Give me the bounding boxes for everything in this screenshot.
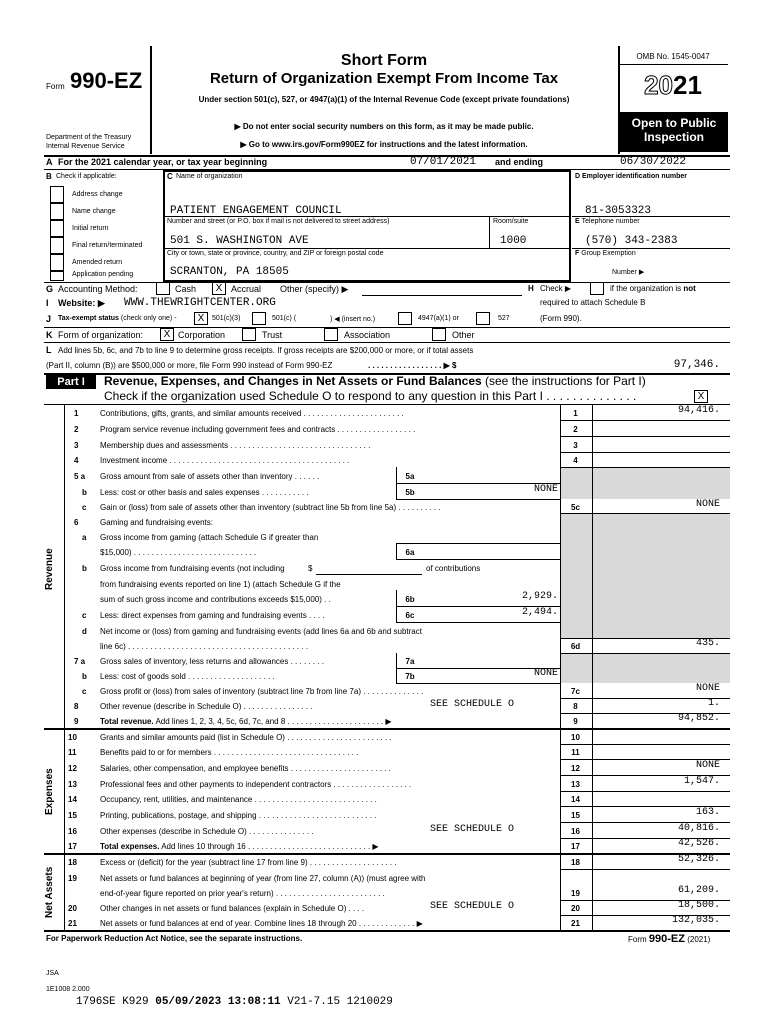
line-5b-box: 5b	[405, 488, 415, 497]
final-return-label: Final return/terminated	[72, 242, 143, 249]
line-11-box: 11	[571, 748, 580, 757]
insert-no-label: ) ◀ (insert no.)	[330, 316, 376, 323]
address-change-checkbox[interactable]	[50, 186, 64, 203]
line-6d-box: 6d	[570, 642, 581, 651]
form-number: 990-EZ	[70, 68, 143, 93]
line-8-num: 8	[74, 702, 79, 711]
line-8-box: 8	[573, 702, 578, 711]
line-13-text: Professional fees and other payments to independent contractors . . . . . . . . . . . . . . . . . .	[100, 780, 412, 789]
line-6b-text2: from fundraising events reported on line 1) (attach Schedule G if the	[100, 580, 341, 589]
accrual-label: Accrual	[231, 284, 262, 294]
line-16-schedule: SEE SCHEDULE O	[430, 824, 515, 835]
section-c-label: C	[167, 172, 173, 181]
section-l-dots: . . . . . . . . . . . . . . . . . ▶ $	[368, 361, 457, 370]
line-7a-box: 7a	[405, 657, 415, 666]
line-16-text: Other expenses (describe in Schedule O) . . . . . . . . . . . . . . .	[100, 827, 314, 836]
line-6a-text1: Gross income from gaming (attach Schedule G if greater than	[100, 533, 319, 542]
line-13-box: 13	[571, 780, 580, 789]
501c-other-checkbox[interactable]	[252, 312, 266, 325]
application-pending-label: Application pending	[72, 271, 134, 278]
corporation-checkbox[interactable]: X	[160, 328, 174, 341]
line-19-box: 19	[571, 889, 580, 898]
website-value[interactable]: WWW.THEWRIGHTCENTER.ORG	[124, 297, 276, 309]
line-6b-dollar: $	[308, 564, 313, 573]
application-pending-checkbox[interactable]	[50, 271, 64, 281]
line-11-num: 11	[68, 748, 77, 757]
line-7b-num: b	[82, 672, 87, 681]
line-20-text: Other changes in net assets or fund balances (explain in Schedule O) . . . .	[100, 904, 365, 913]
line-2-text: Program service revenue including government fees and contracts . . . . . . . . . . . . . . . . . .	[100, 425, 416, 434]
line-5b-amount[interactable]: NONE	[533, 484, 558, 495]
line-12-num: 12	[68, 764, 77, 773]
section-g-label: G	[46, 284, 54, 294]
line-3-num: 3	[74, 441, 79, 450]
line-18-num: 18	[68, 858, 77, 867]
open-public-line1: Open to Public	[631, 116, 717, 130]
501c3-label: 501(c)(3)	[212, 315, 241, 322]
association-checkbox[interactable]	[324, 328, 338, 341]
line-7b-amount[interactable]: NONE	[533, 668, 558, 679]
accrual-checkbox[interactable]: X	[212, 282, 226, 295]
line-4-box: 4	[573, 456, 578, 465]
city-value[interactable]: SCRANTON, PA 18505	[170, 266, 289, 278]
name-change-label: Name change	[72, 208, 116, 215]
instruction-ssn: ▶ Do not enter social security numbers on this form, as it may be made public.	[234, 122, 534, 131]
ein-value[interactable]: 81-3053323	[585, 205, 652, 217]
line-1-num: 1	[74, 409, 79, 418]
line-10-box: 10	[571, 733, 580, 742]
section-k-label: K	[46, 330, 53, 340]
title-short-form: Short Form	[340, 52, 428, 69]
cash-checkbox[interactable]	[156, 282, 170, 295]
association-label: Association	[344, 330, 391, 340]
year-bold: 21	[673, 70, 702, 100]
line-17-box: 17	[571, 842, 580, 851]
schedule-b-checkbox[interactable]	[590, 282, 604, 295]
open-public-line2: Inspection	[643, 130, 704, 144]
501c-other-label: 501(c) (	[272, 315, 297, 322]
line-9-text: Total revenue. Add lines 1, 2, 3, 4, 5c, 6d, 7c, and 8 . . . . . . . . . . . . . . . . . . . . . . ▶	[100, 717, 392, 726]
line-16-box: 16	[571, 827, 580, 836]
527-label: 527	[498, 315, 510, 322]
amended-return-checkbox[interactable]	[50, 254, 64, 271]
section-j-label: J	[46, 314, 52, 324]
line-6d-amount[interactable]: 435.	[695, 638, 720, 649]
street-value[interactable]: 501 S. WASHINGTON AVE	[170, 235, 309, 247]
line-21-text: Net assets or fund balances at end of year. Combine lines 18 through 20 . . . . . . . . . . . . . ▶	[100, 919, 423, 928]
line-7c-box: 7c	[571, 687, 580, 696]
jsa-label: JSA	[46, 970, 59, 977]
line-19-text1: Net assets or fund balances at beginning of year (from line 27, column (A)) (must agree with	[100, 874, 426, 883]
form-label: Form	[46, 82, 65, 91]
corporation-label: Corporation	[178, 330, 226, 340]
line-19-amount[interactable]: 61,209.	[677, 885, 720, 896]
line-16-num: 16	[68, 827, 77, 836]
check-if-applicable: Check if applicable:	[56, 173, 117, 180]
section-l-line2: (Part II, column (B)) are $500,000 or more, file Form 990 instead of Form 990-EZ	[46, 361, 333, 370]
line-5c-amount[interactable]: NONE	[695, 499, 720, 510]
section-h-text4: (Form 990).	[540, 314, 582, 323]
trust-label: Trust	[262, 330, 283, 340]
section-a-text: For the 2021 calendar year, or tax year beginning	[58, 157, 268, 167]
line-7c-num: c	[82, 687, 87, 696]
line-10-num: 10	[68, 733, 77, 742]
trust-checkbox[interactable]	[242, 328, 256, 341]
section-l-line1: Add lines 5b, 6c, and 7b to line 9 to determine gross receipts. If gross receipts are $200,000 or more, or if total assets	[58, 346, 474, 355]
tax-year-end[interactable]: 06/30/2022	[620, 156, 687, 168]
line-8-amount[interactable]: 1.	[707, 698, 720, 709]
line-14-box: 14	[571, 795, 580, 804]
jsa-code: 1E1008 2.000	[46, 986, 90, 993]
4947-label: 4947(a)(1) or	[418, 315, 459, 322]
dept-line1: Department of the Treasury	[46, 134, 132, 141]
line-6c-text: Less: direct expenses from gaming and fundraising events . . . .	[100, 611, 325, 620]
line-7c-text: Gross profit or (loss) from sales of inventory (subtract line 7b from line 7a) . . . . . . . . . . . . . .	[100, 687, 424, 696]
org-name-value[interactable]: PATIENT ENGAGEMENT COUNCIL	[170, 205, 342, 217]
line-18-text: Excess or (deficit) for the year (subtract line 17 from line 9) . . . . . . . . . . . . . . . . . . . .	[100, 858, 397, 867]
line-6d-text2: line 6c) . . . . . . . . . . . . . . . . . . . . . . . . . . . . . . . . . . . . . . . . .	[100, 642, 309, 651]
line-6d-text1: Net income or (loss) from gaming and fundraising events (add lines 6a and 6b and subtract	[100, 627, 422, 636]
line-8-schedule: SEE SCHEDULE O	[430, 699, 515, 710]
line-6b-num: b	[82, 564, 87, 573]
line-10-text: Grants and similar amounts paid (list in Schedule O) . . . . . . . . . . . . . . . . . . . . . . . .	[100, 733, 392, 742]
group-number-label: Number ▶	[612, 269, 645, 276]
line-5b-num: b	[82, 488, 87, 497]
line-7b-text: Less: cost of goods sold . . . . . . . . . . . . . . . . . . . .	[100, 672, 275, 681]
tax-exempt-label: Tax-exempt status (check only one) -	[58, 315, 177, 322]
amended-return-label: Amended return	[72, 259, 123, 266]
form-of-org-label: Form of organization:	[58, 330, 144, 340]
line-20-box: 20	[571, 904, 580, 913]
line-14-num: 14	[68, 795, 77, 804]
omb-number: OMB No. 1545-0047	[636, 52, 710, 61]
section-f-label: F Group Exemption	[575, 250, 636, 257]
line-5c-text: Gain or (loss) from sale of assets other than inventory (subtract line 5b from line 5a) . . . . . . . . . .	[100, 503, 441, 512]
print-stamp: 1796SE K929 05/09/2023 13:08:11 V21-7.15 1210029	[76, 996, 393, 1008]
room-value[interactable]: 1000	[500, 235, 527, 247]
line-8-text: Other revenue (describe in Schedule O) . . . . . . . . . . . . . . . .	[100, 702, 313, 711]
line-7a-num: 7 a	[74, 657, 86, 666]
section-h-text: if the organization is not	[610, 284, 696, 293]
line-6a-num: a	[82, 533, 87, 542]
line-20-schedule: SEE SCHEDULE O	[430, 901, 515, 912]
501c3-checkbox[interactable]: X	[194, 312, 208, 325]
line-13-num: 13	[68, 780, 77, 789]
line-20-amount[interactable]: 18,500.	[677, 900, 720, 911]
form-title: Return of Organization Exempt From Income Tax	[209, 70, 559, 87]
part1-check-line: Check if the organization used Schedule O to respond to any question in this Part I . . . . . . . . . . . . . .	[104, 389, 637, 403]
line-16-amount[interactable]: 40,816.	[677, 823, 720, 834]
line-6c-num: c	[82, 611, 87, 620]
year-outline: 20	[644, 70, 673, 100]
line-5c-num: c	[82, 503, 87, 512]
line-5c-box: 5c	[571, 503, 580, 512]
line-7a-text: Gross sales of inventory, less returns and allowances . . . . . . . .	[100, 657, 324, 666]
org-name-label: Name of organization	[176, 173, 243, 180]
line-6c-box: 6c	[405, 611, 415, 620]
line-6a-text2: $15,000) . . . . . . . . . . . . . . . . . . . . . . . . . . . .	[100, 548, 257, 557]
other-method-label: Other (specify) ▶	[280, 284, 349, 294]
line-7b-box: 7b	[405, 672, 415, 681]
initial-return-label: Initial return	[72, 225, 109, 232]
address-change-label: Address change	[72, 191, 123, 198]
final-return-checkbox[interactable]	[50, 237, 64, 254]
line-6b-box: 6b	[405, 595, 415, 604]
initial-return-checkbox[interactable]	[50, 220, 64, 237]
city-label: City or town, state or province, country, and ZIP or foreign postal code	[167, 250, 384, 257]
name-change-checkbox[interactable]	[50, 203, 64, 220]
and-ending-label: and ending	[495, 157, 543, 167]
line-6a-box: 6a	[405, 548, 415, 557]
line-9-num: 9	[74, 717, 79, 726]
section-h-check: Check ▶	[540, 284, 572, 293]
website-label: Website: ▶	[58, 298, 105, 308]
line-15-amount[interactable]: 163.	[695, 807, 720, 818]
line-6-text: Gaming and fundraising events:	[100, 518, 213, 527]
cash-label: Cash	[175, 284, 197, 294]
line-3-text: Membership dues and assessments . . . . . . . . . . . . . . . . . . . . . . . . . . . . . . . .	[100, 441, 371, 450]
street-label: Number and street (or P.O. box if mail is not delivered to street address)	[167, 218, 390, 225]
line-1-text: Contributions, gifts, grants, and similar amounts received . . . . . . . . . . . . . . . . . . . . . . .	[100, 409, 404, 418]
line-6b-text3: sum of such gross income and contributions exceeds $15,000) . .	[100, 595, 331, 604]
line-5a-num: 5 a	[74, 472, 86, 481]
line-9-amount[interactable]: 94,852.	[677, 713, 720, 724]
line-5a-box: 5a	[405, 472, 415, 481]
line-20-num: 20	[68, 904, 77, 913]
line-15-text: Printing, publications, postage, and shipping . . . . . . . . . . . . . . . . . . . . . . . . . . .	[100, 811, 377, 820]
open-to-public-box	[620, 112, 728, 152]
line-17-text: Total expenses. Add lines 10 through 16 . . . . . . . . . . . . . . . . . . . . . . . . . . . . ▶	[100, 842, 379, 851]
section-e-label: E Telephone number	[575, 218, 640, 225]
section-i-label: I	[46, 298, 49, 308]
line-17-num: 17	[68, 842, 77, 851]
tax-year-begin[interactable]: 07/01/2021	[410, 156, 477, 168]
line-9-box: 9	[573, 717, 578, 726]
527-checkbox[interactable]	[476, 312, 490, 325]
form-subtitle: Under section 501(c), 527, or 4947(a)(1) of the Internal Revenue Code (except private foundations)	[198, 95, 570, 104]
section-a-label: A	[46, 157, 53, 167]
form-reference: Form 990-EZ (2021)	[628, 933, 711, 945]
line-3-box: 3	[573, 441, 578, 450]
room-suite-label: Room/suite	[493, 218, 529, 225]
other-org-checkbox[interactable]	[432, 328, 446, 341]
line-1-amount[interactable]: 94,416.	[677, 405, 720, 416]
part1-label: Part I	[46, 375, 96, 389]
line-6b-text1: Gross income from fundraising events (not including	[100, 564, 285, 573]
expenses-side-label: Expenses	[44, 768, 55, 815]
line-6d-num: d	[82, 627, 87, 636]
line-12-text: Salaries, other compensation, and employee benefits . . . . . . . . . . . . . . . . . . . . . . .	[100, 764, 391, 773]
line-4-num: 4	[74, 456, 79, 465]
line-15-num: 15	[68, 811, 77, 820]
schedule-o-part1-checkbox[interactable]: X	[694, 390, 708, 403]
line-21-amount[interactable]: 132,035.	[671, 915, 720, 926]
line-21-num: 21	[68, 919, 77, 928]
tax-year	[618, 70, 728, 101]
section-l-label: L	[46, 345, 52, 355]
line-6b-amount[interactable]: 2,929.	[521, 591, 558, 602]
line-19-num: 19	[68, 874, 77, 883]
4947-checkbox[interactable]	[398, 312, 412, 325]
line-11-text: Benefits paid to or for members . . . . . . . . . . . . . . . . . . . . . . . . . . . . . . . . .	[100, 748, 359, 757]
line-6-num: 6	[74, 518, 79, 527]
section-h-label: H	[528, 284, 534, 293]
line-5b-text: Less: cost or other basis and sales expenses . . . . . . . . . . .	[100, 488, 309, 497]
line-7c-amount[interactable]: NONE	[695, 683, 720, 694]
paperwork-notice: For Paperwork Reduction Act Notice, see the separate instructions.	[46, 934, 303, 943]
line-21-box: 21	[571, 919, 580, 928]
gross-receipts-value[interactable]: 97,346.	[673, 359, 720, 371]
line-18-box: 18	[571, 858, 580, 867]
line-4-text: Investment income . . . . . . . . . . . . . . . . . . . . . . . . . . . . . . . . . . . . . . . . .	[100, 456, 350, 465]
line-12-amount[interactable]: NONE	[695, 760, 720, 771]
section-d-label: D Employer identification number	[575, 173, 688, 180]
other-org-label: Other	[452, 330, 475, 340]
instruction-website: ▶ Go to www.irs.gov/Form990EZ for instructions and the latest information.	[240, 140, 528, 149]
line-12-box: 12	[571, 764, 580, 773]
dept-line2: Internal Revenue Service	[46, 143, 125, 150]
line-13-amount[interactable]: 1,547.	[683, 776, 720, 787]
part1-title: Revenue, Expenses, and Changes in Net Assets or Fund Balances (see the instructions for Part I)	[104, 374, 646, 388]
section-b-label: B	[46, 172, 52, 181]
line-1-box: 1	[573, 409, 578, 418]
line-2-num: 2	[74, 425, 79, 434]
section-h-text3: required to attach Schedule B	[540, 298, 646, 307]
line-19-text2: end-of-year figure reported on prior year's return) . . . . . . . . . . . . . . . . . . . . . . . . .	[100, 889, 385, 898]
phone-value[interactable]: (570) 343-2383	[585, 235, 678, 247]
line-2-box: 2	[573, 425, 578, 434]
line-18-amount[interactable]: 52,326.	[677, 854, 720, 865]
revenue-side-label: Revenue	[44, 548, 55, 590]
line-6b-contrib: of contributions	[426, 564, 481, 573]
line-15-box: 15	[571, 811, 580, 820]
line-5a-text: Gross amount from sale of assets other than inventory . . . . . .	[100, 472, 320, 481]
net-assets-side-label: Net Assets	[44, 866, 55, 918]
line-14-text: Occupancy, rent, utilities, and maintenance . . . . . . . . . . . . . . . . . . . . . . . . . . . .	[100, 795, 377, 804]
line-6c-amount[interactable]: 2,494.	[521, 607, 558, 618]
accounting-method-label: Accounting Method:	[58, 284, 138, 294]
line-17-amount[interactable]: 42,526.	[677, 838, 720, 849]
